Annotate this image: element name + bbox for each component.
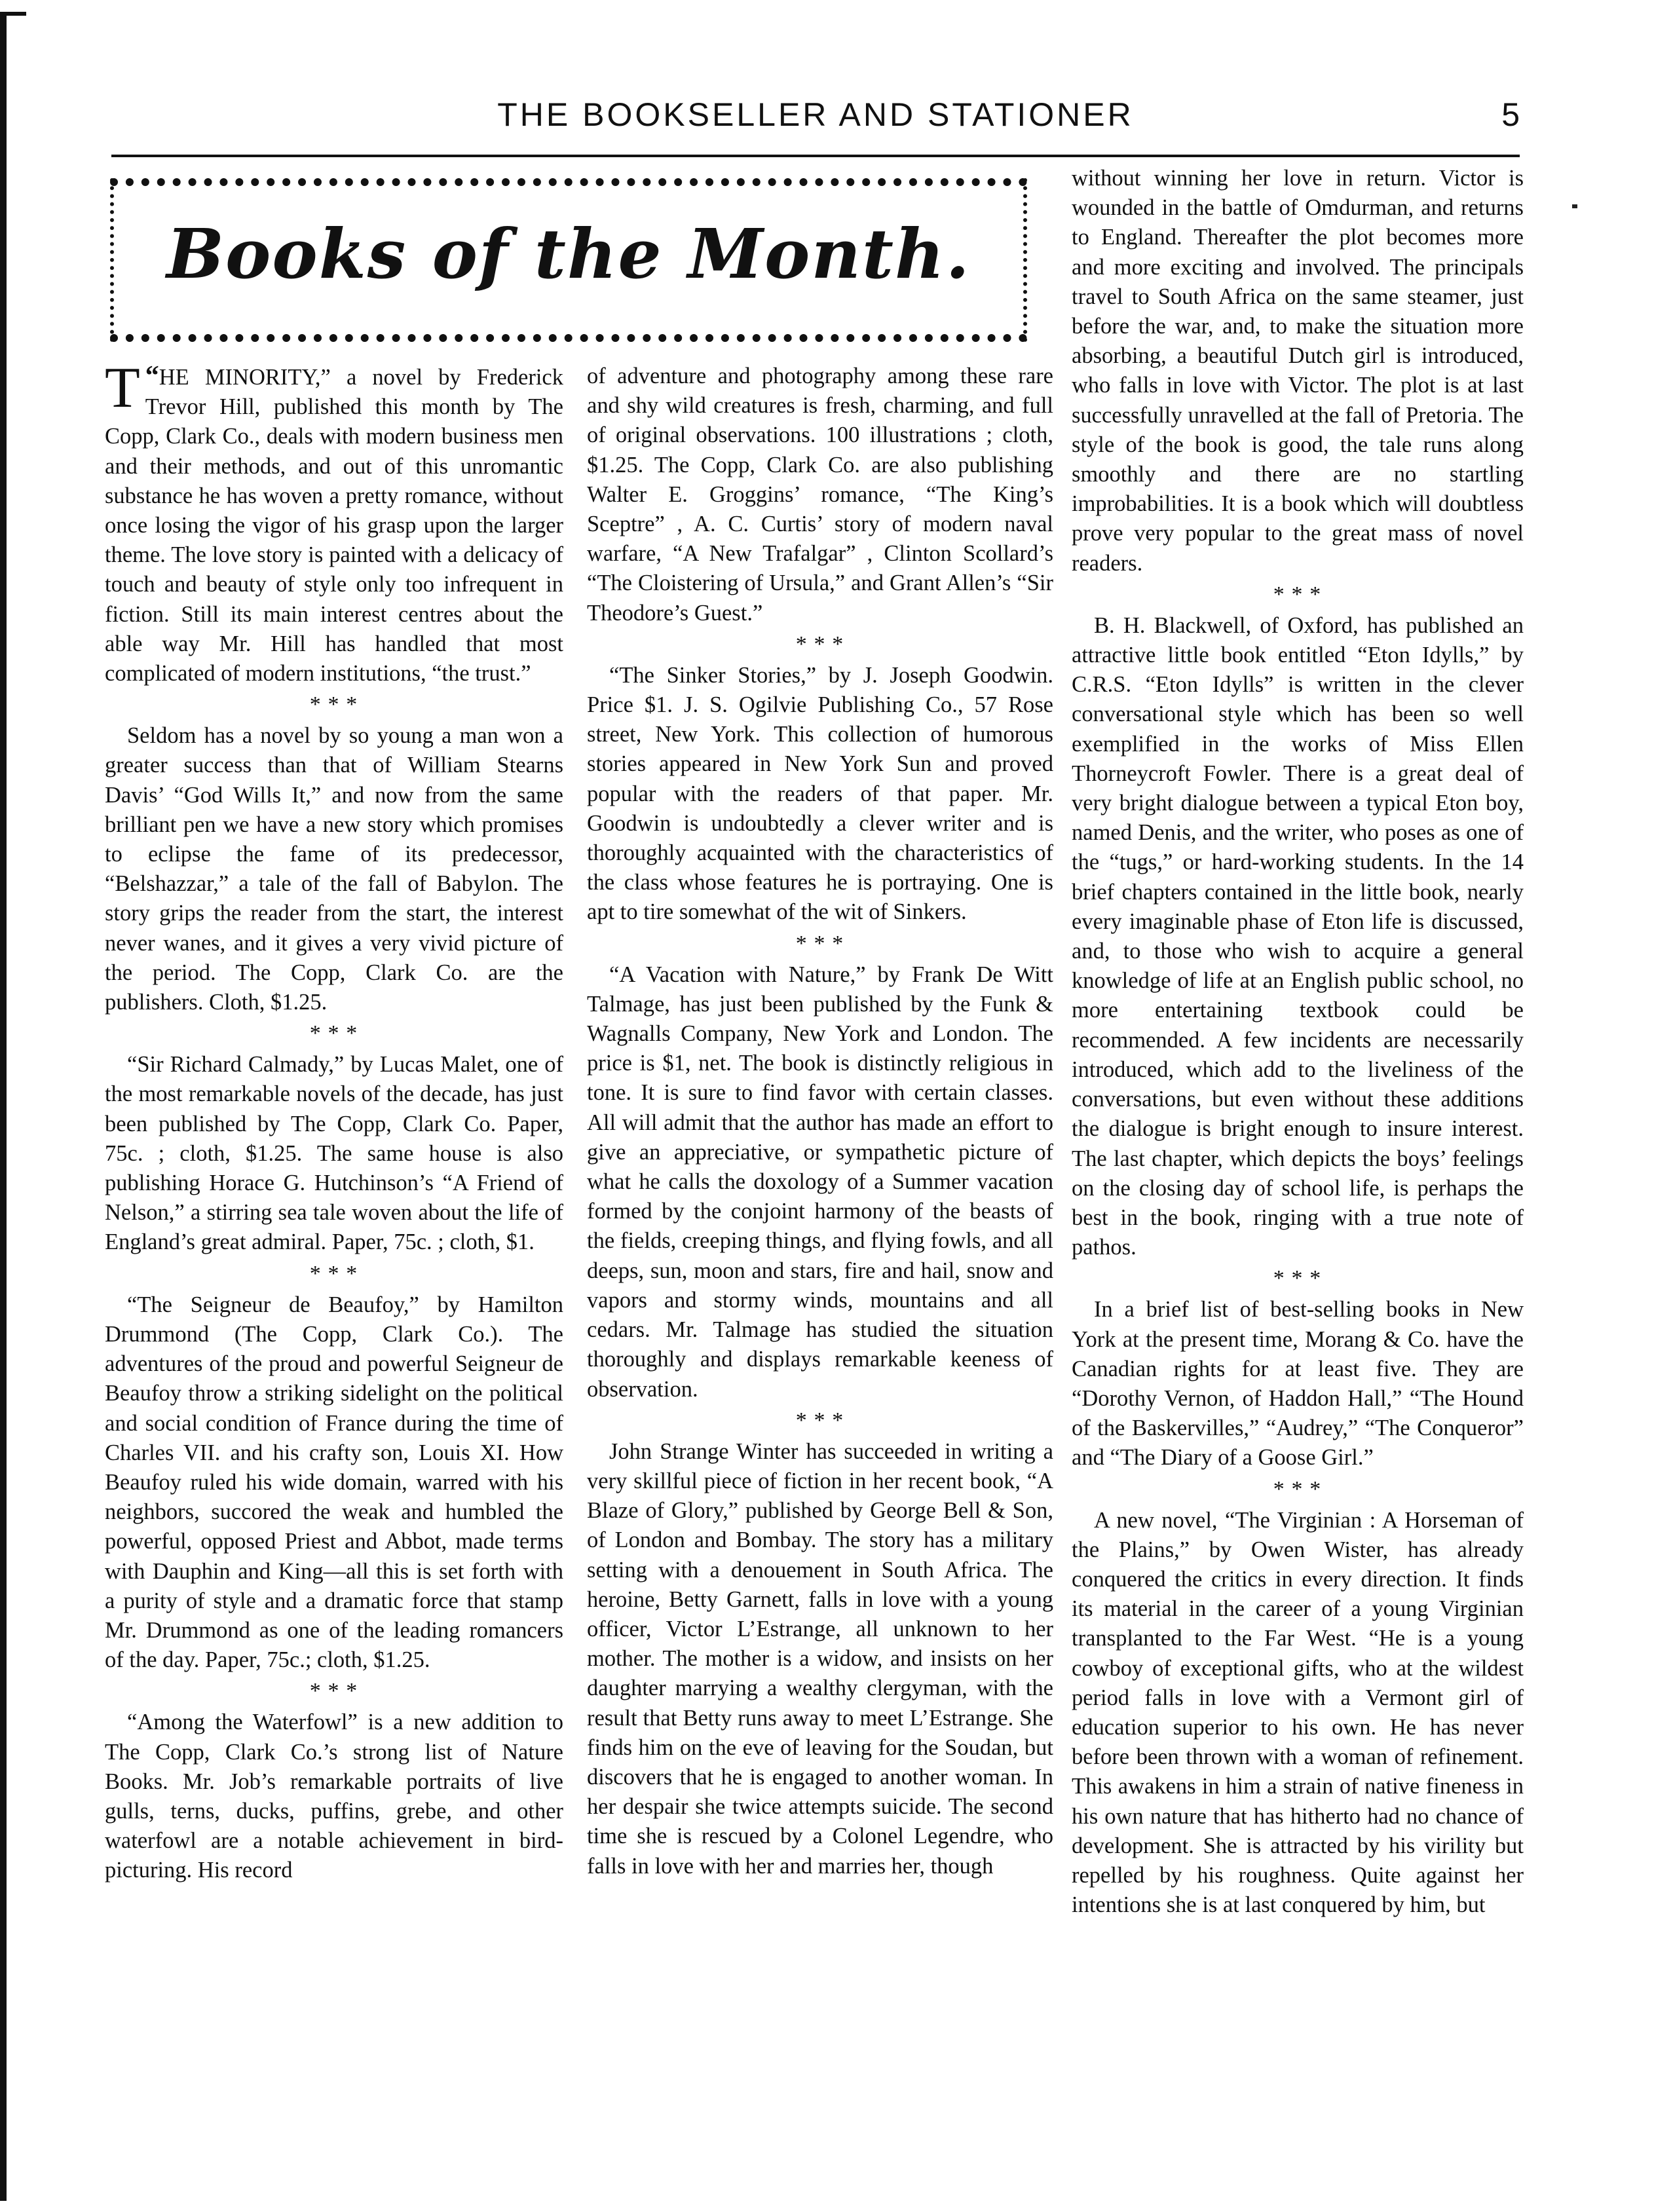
paragraph-text: ” a novel by Frederick Trevor Hill, published this month by The Copp, Clark Co., deals with modern business men and their methods, and out of this unromantic substance he has woven a pretty romance, without once losing the vigor of his grasp upon the larger theme. The love story is painted with a delicacy of touch and beauty of style only too infrequent in fiction. Still its main interest centres about the able way Mr. Hill has handled that most complicated of modern institutions, “the trust.” bbox=[105, 365, 563, 686]
asterism-separator: * * * bbox=[309, 1679, 359, 1704]
paragraph-among-the-waterfowl: “Among the Waterfowl” is a new addition to The Copp, Clark Co.’s strong list of Nature Books. Mr. Job’s remarkable portraits of live gulls, terns, ducks, puffins, grebe, and other waterfowl are a notable achievement in bird-picturing. His record bbox=[105, 1710, 563, 1883]
asterism-separator: * * * bbox=[1273, 1266, 1323, 1291]
paragraph-the-minority bbox=[105, 356, 563, 688]
section-banner bbox=[110, 178, 1027, 342]
paragraph-sinker-stories: “The Sinker Stories,” by J. Joseph Goodwin. Price $1. J. S. Ogilvie Publishing Co., 57 Rose street, New York. This collection of humorous stories appeared in New York Sun and proved popular with the readers of that paper. Mr. Goodwin is undoubtedly a clever writer and is thoroughly acquainted with the characteristics of the class whose features he is portraying. One is apt to tire somewhat of the wit of Sinkers. bbox=[587, 662, 1053, 925]
paragraph-best-selling-books: In a brief list of best-selling books in New York at the present time, Morang & Co. have the Canadian rights for at least five. They are “Dorothy Vernon, of Haddon Hall,” “The Hound of the Baskervilles,” “Audrey,” “The Conqueror” and “The Diary of a Goose Girl.” bbox=[1072, 1297, 1524, 1471]
paragraph-eton-idylls: B. H. Blackwell, of Oxford, has published an attractive little book entitled “Eton Idylls,” by C.R.S. “Eton Idylls” is written in the clever conversational style which has been so well exemplified in the works of Miss Ellen Thorneycroft Fowler. There is a great deal of very bright dialogue between a typical Eton boy, named Denis, and the writer, who poses as one of the “tugs,” or hard-working students. In the 14 brief chapters contained in the little book, nearly every imaginable phase of Eton life is discussed, and, to those who wish to acquire a general knowledge of life at an English public school, no more entertaining textbook could be recommended. A few incidents are necessarily introduced, which add to the liveliness of the conversations, but even without these additions the dialogue is bright enough to insure interest. The last chapter, which depicts the boys’ feelings on the closing day of school life, is perhaps the best in the book, ringing with a true note of pathos. bbox=[1072, 612, 1524, 1260]
header-rule bbox=[111, 155, 1520, 157]
opening-quote: “ bbox=[145, 361, 159, 391]
column-2 bbox=[587, 362, 1053, 1881]
binding-edge bbox=[0, 13, 7, 2201]
asterism-separator: * * * bbox=[795, 631, 845, 656]
margin-speck bbox=[1572, 204, 1577, 208]
paragraph-vacation-with-nature: “A Vacation with Nature,” by Frank De Witt Talmage, has just been published by the Funk & Wagnalls Company, New York and London. The price is $1, net. The book is distinctly religious in tone. It is sure to find favor with certain classes. All will admit that the author has made an effort to give an appreciative, or sympathetic picture of what he calls the doxology of a Summer vacation formed by the conjoint harmony of the beasts of the fields, creeping things, and flying fowls, and all deeps, sun, moon and stars, fire and hail, snow and vapors and stormy winds, mountains and all cedars. Mr. Talmage has studied the situation thoroughly and displays remarkable keeness of observation. bbox=[587, 962, 1053, 1402]
asterism-separator: * * * bbox=[309, 1261, 359, 1286]
running-head bbox=[111, 92, 1520, 151]
column-1 bbox=[105, 356, 563, 1886]
asterism-separator: * * * bbox=[309, 1021, 359, 1046]
paragraph-the-virginian: A new novel, “The Virginian : A Horseman of the Plains,” by Owen Wister, has already conquered the critics in every direction. It finds its material in the career of a young Virginian transplanted to the Far West. “He is a young cowboy of exceptional gifts, who at the wildest period falls in love with a Vermont girl of education superior to his own. He has never before been thrown with a woman of refinement. This awakens in him a strain of native fineness in his own nature that has hitherto had no chance of development. She is attracted by his virility but repelled by his roughness. Quite against her intentions she is at last conquered by him, but bbox=[1072, 1507, 1524, 1918]
running-title: THE BOOKSELLER AND STATIONER bbox=[497, 96, 1134, 133]
lead-caps: HE MINORITY, bbox=[159, 365, 321, 390]
asterism-separator: * * * bbox=[1273, 582, 1323, 607]
asterism-separator: * * * bbox=[795, 1408, 845, 1433]
binding-tick bbox=[0, 12, 26, 16]
asterism-separator: * * * bbox=[795, 931, 845, 956]
section-title: Books of the Month. bbox=[166, 214, 971, 294]
asterism-separator: * * * bbox=[1273, 1476, 1323, 1501]
paragraph-sir-richard-calmady: “Sir Richard Calmady,” by Lucas Malet, one of the most remarkable novels of the decade, has just been published by The Copp, Clark Co. Paper, 75c. ; cloth, $1.25. The same house is also publishing Horace G. Hutchinson’s “A Friend of Nelson,” a stirring sea tale woven about the life of England’s great admiral. Paper, 75c. ; cloth, $1. bbox=[105, 1052, 563, 1255]
asterism-separator: * * * bbox=[309, 692, 359, 717]
paragraph-blaze-continued: without winning her love in return. Victor is wounded in the battle of Omdurman, and returns to England. Thereafter the plot becomes more and more exciting and involved. The principals travel to South Africa on the same steamer, just before the war, and, to make the situation more absorbing, a beautiful Dutch girl is introduced, who falls in love with Victor. The plot is at last successfully unravelled at the fall of Pretoria. The style of the book is good, the tale runs along smoothly and there are no startling improbabilities. It is a book which will doubtless prove very popular to the great mass of novel readers. bbox=[1072, 166, 1524, 576]
paragraph-seigneur-de-beaufoy: “The Seigneur de Beaufoy,” by Hamilton Drummond (The Copp, Clark Co.). The adventures of the proud and powerful Seigneur de Beaufoy throw a striking sidelight on the political and social condition of France during the time of Charles VII. and his crafty son, Louis XI. How Beaufoy ruled his wide domain, warred with his neighbors, succored the weak and humbled the powerful, opposed Priest and Abbot, made terms with Dauphin and King—all this is set forth with a purity of style and a dramatic force that stamp Mr. Drummond as one of the leading romancers of the day. Paper, 75c.; cloth, $1.25. bbox=[105, 1292, 563, 1673]
drop-cap: T bbox=[105, 356, 140, 420]
page-number: 5 bbox=[1501, 96, 1520, 133]
paragraph-waterfowl-continued: of adventure and photography among these rare and shy wild creatures is fresh, charming, and full of original observations. 100 illustrations ; cloth, $1.25. The Copp, Clark Co. are also publishing Walter E. Groggins’ romance, “The King’s Sceptre” , A. C. Curtis’ story of modern naval warfare, “A New Trafalgar” , Clinton Scollard’s “The Cloistering of Ursula,” and Grant Allen’s “Sir Theodore’s Guest.” bbox=[587, 364, 1053, 626]
paragraph-belshazzar: Seldom has a novel by so young a man won a greater success than that of William Stearns Davis’ “God Wills It,” and now from the same brilliant pen we have a new story which promises to eclipse the fame of its predecessor, “Belshazzar,” a tale of the fall of Babylon. The story grips the reader from the start, the interest never wanes, and it gives a very vivid picture of the period. The Copp, Clark Co. are the publishers. Cloth, $1.25. bbox=[105, 723, 563, 1015]
column-3 bbox=[1072, 164, 1524, 1920]
paragraph-blaze-of-glory: John Strange Winter has succeeded in writing a very skillful piece of fiction in her recent book, “A Blaze of Glory,” published by George Bell & Son, of London and Bombay. The story has a military setting with a denouement in South Africa. The heroine, Betty Garnett, falls in love with a young officer, Victor L’Estrange, all unknown to her mother. The mother is a widow, and insists on her daughter marrying a wealthy clergyman, with the result that Betty runs away to meet L’Estrange. She finds him on the eve of leaving for the Soudan, but discovers that he is engaged to another woman. In her despair she twice attempts suicide. The second time she is rescued by a Colonel Legendre, who falls in love with her and marries her, though bbox=[587, 1438, 1053, 1879]
